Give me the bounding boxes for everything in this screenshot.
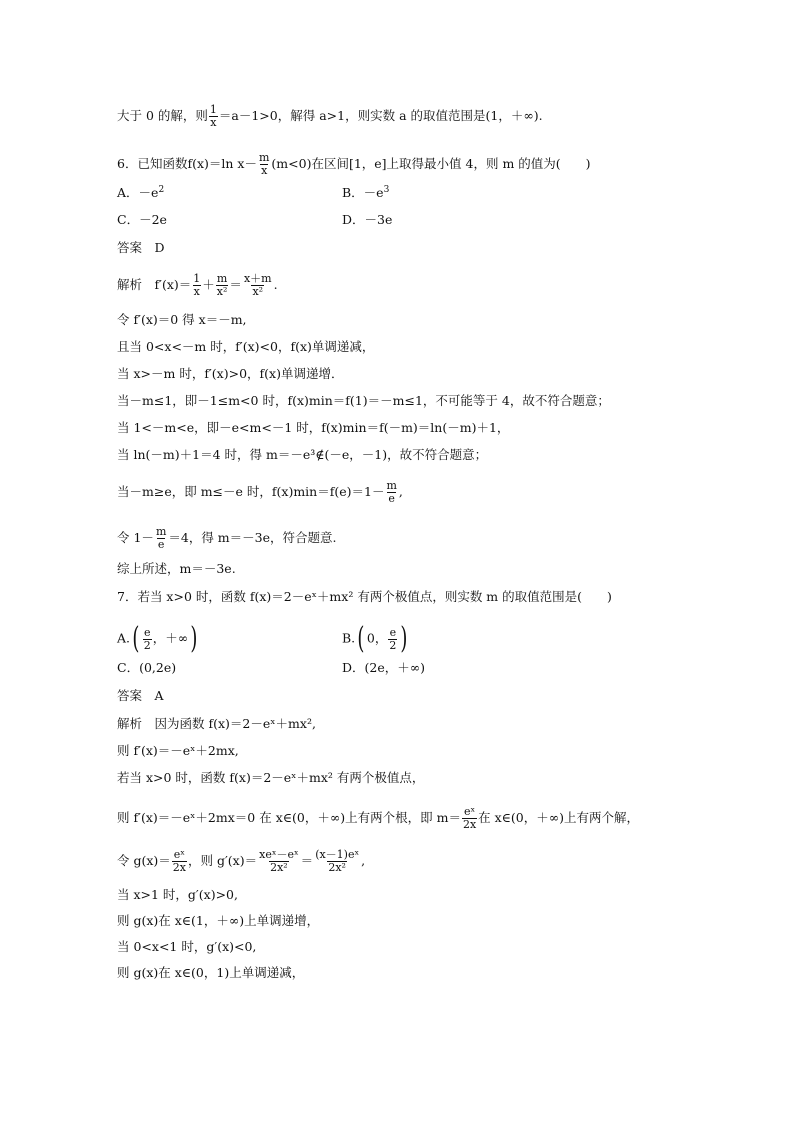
q7-option-b <box>342 621 410 656</box>
text-segment: ，则 g′(x)＝ <box>187 853 258 868</box>
q7-solution-line-5 <box>117 849 365 874</box>
fraction <box>192 273 201 298</box>
text-segment: 0， <box>366 630 388 646</box>
q6-solution-line-1 <box>117 273 278 298</box>
q6-solution-line-5: 当－m≤1，即－1≤m<0 时，f(x)min＝f(1)＝－m≤1，不可能等于 4，故不符合题意； <box>117 393 610 408</box>
q7-option-a <box>117 621 200 656</box>
superscript: 2 <box>158 184 165 195</box>
q6-solution-line-7: 当 ln(－m)＋1＝4 时，得 m＝－e³∉(－e，－1)，故不符合题意； <box>117 447 488 462</box>
q6-solution-line-9 <box>117 526 336 551</box>
fraction-denominator: 2x² <box>270 861 288 874</box>
fraction-denominator: e <box>388 492 395 505</box>
fraction-numerator: e <box>143 625 151 639</box>
q6-option-a <box>117 185 164 201</box>
q6-solution-line-2: 令 f′(x)＝0 得 x＝－m, <box>117 312 247 327</box>
fraction-denominator: 2x² <box>328 861 346 874</box>
q7-solution-line-8: 当 0<x<1 时，g′(x)<0, <box>117 939 257 954</box>
fraction <box>314 849 360 874</box>
fraction-denominator: 2x <box>172 861 186 874</box>
text-segment: (m<0)在区间[1，e]上取得最小值 4，则 m 的值为( ) <box>271 156 591 171</box>
question-6-stem <box>117 152 591 177</box>
q6-option-c: C．－2e <box>117 212 167 227</box>
superscript: 3 <box>383 184 390 195</box>
option-letter: A. <box>117 630 131 646</box>
fraction-denominator: e <box>157 538 165 551</box>
fraction-numerator: m <box>386 479 397 492</box>
fraction-numerator: (x－1)eˣ <box>315 848 360 861</box>
q6-answer: 答案 D <box>117 240 165 255</box>
fraction <box>209 104 218 129</box>
text-segment: ＝4，得 m＝－3e，符合题意. <box>168 530 337 545</box>
fraction <box>155 526 167 551</box>
q6-option-b <box>342 185 389 201</box>
option-letter: B. <box>342 630 356 646</box>
left-paren-icon: ( <box>132 621 140 656</box>
text-segment: ＝ <box>300 853 314 868</box>
text-segment: 在 x∈(0，＋∞)上有两个解， <box>478 810 640 825</box>
fraction-numerator: 1 <box>193 272 201 285</box>
text-segment: 解析 f′(x)＝ <box>117 277 192 292</box>
q6-option-d: D．－3e <box>342 212 393 227</box>
fraction-numerator: m <box>155 525 167 538</box>
fraction <box>258 152 270 177</box>
text-segment: 大于 0 的解，则 <box>117 108 208 123</box>
q7-answer: 答案 A <box>117 688 164 703</box>
right-paren-icon: ) <box>400 621 408 656</box>
question-7-stem: 7．若当 x>0 时，函数 f(x)＝2－eˣ＋mx² 有两个极值点，则实数 m 的取值范围是( ) <box>117 589 612 604</box>
text-segment: ＝a－1>0，解得 a>1，则实数 a 的取值范围是(1，＋∞). <box>218 108 543 123</box>
text-segment: , <box>398 484 403 499</box>
text-segment: ，＋∞ <box>152 630 189 646</box>
text-line <box>117 104 543 129</box>
fraction <box>388 627 397 652</box>
text-segment: 令 1－ <box>117 530 154 545</box>
text-segment: 6．已知函数f(x)＝ln x－ <box>117 156 257 171</box>
option-text: B．－e <box>342 185 384 200</box>
left-paren-icon: ( <box>357 621 365 656</box>
fraction-denominator: 2x <box>462 818 477 831</box>
option-text: A．－e <box>117 185 159 200</box>
fraction-denominator: x² <box>216 285 228 298</box>
fraction-numerator: 1 <box>209 103 217 116</box>
fraction <box>216 273 229 298</box>
q6-solution-line-8 <box>117 480 403 505</box>
fraction-denominator: x <box>193 285 200 298</box>
right-paren-icon: ) <box>190 621 198 656</box>
fraction <box>143 627 152 652</box>
fraction <box>385 480 397 505</box>
text-segment: 则 f′(x)＝－eˣ＋2mx＝0 在 x∈(0，＋∞)上有两个根，即 m＝ <box>117 810 461 825</box>
q6-solution-line-10: 综上所述，m＝－3e. <box>117 561 236 576</box>
q7-solution-line-6: 当 x>1 时，g′(x)>0, <box>117 887 238 902</box>
fraction-denominator: x² <box>252 285 264 298</box>
text-segment: . <box>273 277 278 292</box>
q7-solution-line-9: 则 g(x)在 x∈(0，1)上单调递减， <box>117 965 305 980</box>
fraction-numerator: x＋m <box>243 272 272 285</box>
fraction <box>243 273 273 298</box>
fraction-numerator: m <box>258 151 270 164</box>
fraction-denominator: 2 <box>143 638 151 652</box>
fraction-numerator: m <box>216 272 228 285</box>
fraction-denominator: 2 <box>389 638 397 652</box>
text-segment: ＝ <box>229 277 242 292</box>
text-segment: 当－m≥e，即 m≤－e 时，f(x)min＝f(e)＝1－ <box>117 484 385 499</box>
fraction <box>172 849 187 874</box>
fraction-numerator: eˣ <box>173 848 185 861</box>
q7-option-c: C．(0,2e) <box>117 660 177 675</box>
q7-solution-line-3: 若当 x>0 时，函数 f(x)＝2－eˣ＋mx² 有两个极值点， <box>117 770 425 785</box>
fraction-denominator: x <box>261 164 268 177</box>
q7-solution-line-2: 则 f′(x)＝－eˣ＋2mx, <box>117 743 239 758</box>
q6-solution-line-4: 当 x>－m 时，f′(x)>0，f(x)单调递增． <box>117 366 344 381</box>
fraction-numerator: e <box>389 625 397 639</box>
q7-solution-line-7: 则 g(x)在 x∈(1，＋∞)上单调递增， <box>117 913 320 928</box>
text-segment: 令 g(x)＝ <box>117 853 171 868</box>
fraction <box>462 806 477 831</box>
q7-solution-line-1: 解析 因为函数 f(x)＝2－eˣ＋mx², <box>117 716 316 731</box>
q6-solution-line-6: 当 1<－m<e，即－e<m<－1 时，f(x)min＝f(－m)＝ln(－m)＋1， <box>117 420 510 435</box>
text-segment: , <box>361 853 366 868</box>
q7-option-d: D．(2e，＋∞) <box>342 660 426 675</box>
fraction-numerator: eˣ <box>463 805 476 818</box>
fraction <box>258 849 300 874</box>
fraction-numerator: xeˣ－eˣ <box>259 848 299 861</box>
fraction-denominator: x <box>210 116 217 129</box>
q7-solution-line-4 <box>117 806 639 831</box>
q6-solution-line-3: 且当 0<x<－m 时，f′(x)<0，f(x)单调递减， <box>117 339 375 354</box>
text-segment: ＋ <box>202 277 215 292</box>
